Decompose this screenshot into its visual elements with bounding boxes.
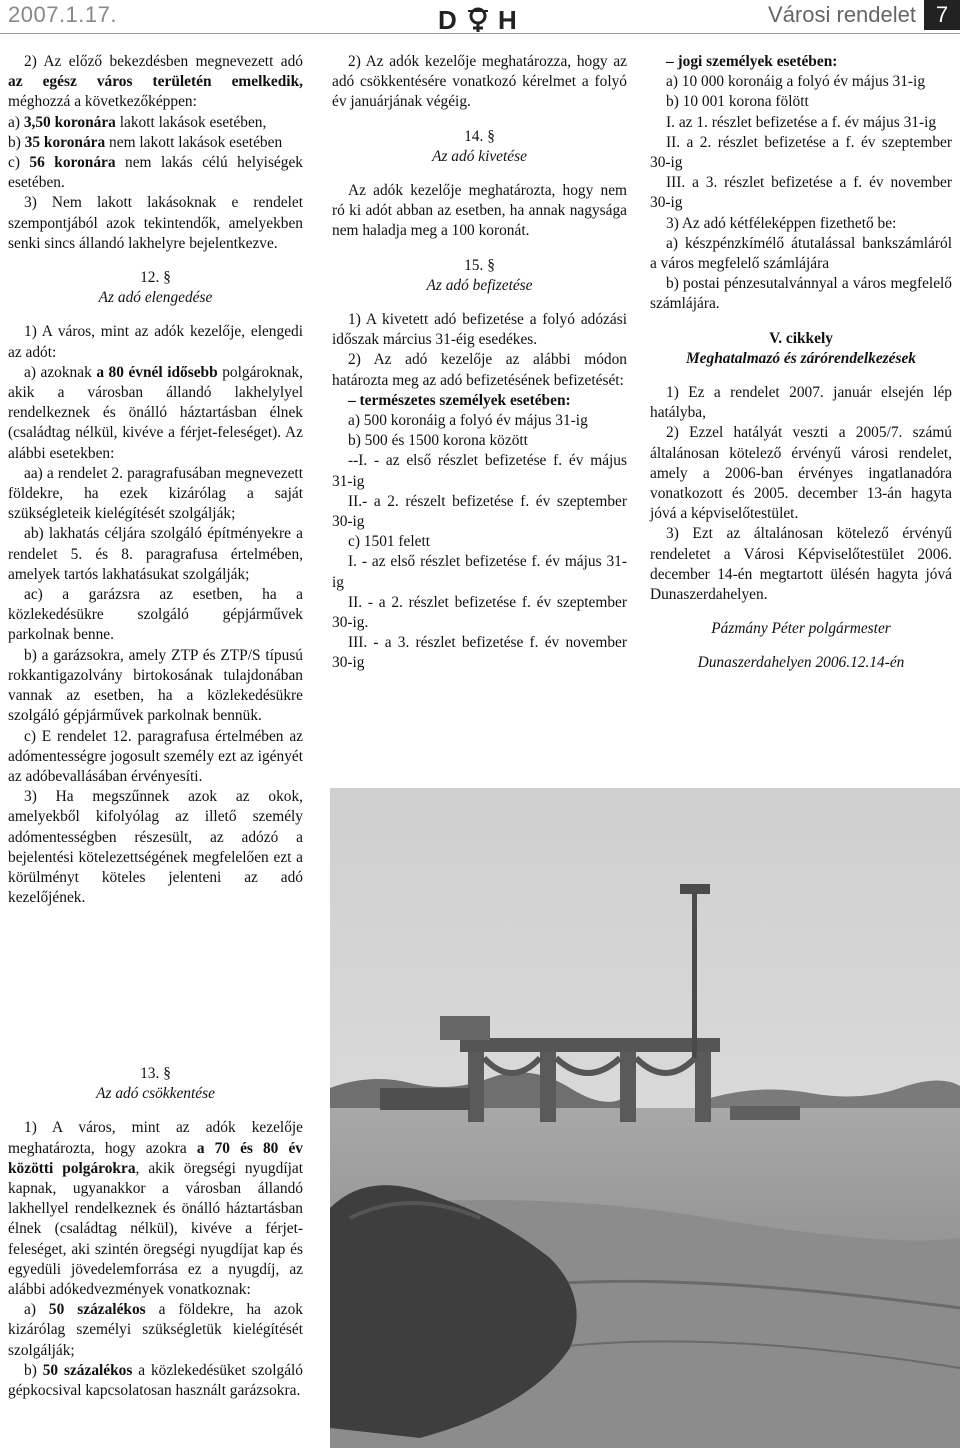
header-divider	[0, 33, 960, 34]
industrial-site-photo	[330, 788, 960, 1448]
paragraph: a) 10 000 koronáig a folyó év május 31-ig	[666, 73, 926, 91]
svg-text:H: H	[498, 5, 517, 34]
paragraph: – jogi személyek esetében:	[666, 53, 838, 70]
paragraph: III. - a 3. részlet befizetése f. év november 30-ig	[332, 634, 627, 672]
article-number: V. cikkely	[769, 329, 833, 347]
paragraph: 3) Nem lakott lakásoknak e rendelet szempontjából azok tekintendők, amelyekben senki sincs állandó lakhelyre bejelentkezve.	[8, 194, 303, 252]
paragraph: a) 3,50 koronára lakott lakások esetében,	[8, 113, 267, 131]
paragraph: I. az 1. részlet befizetése a f. év május 31-ig	[666, 113, 937, 131]
paragraph: b) 35 koronára nem lakott lakások esetében	[8, 133, 283, 151]
paragraph: II.- a 2. részelt befizetése f. év szeptember 30-ig	[332, 492, 627, 531]
paragraph: b) 50 százalékos a közlekedésüket szolgáló gépkocsival kapcsolatosan használt garázsokra.	[8, 1361, 303, 1400]
paragraph: a) 500 koronáig a folyó év május 31-ig	[348, 412, 588, 430]
paragraph: I. - az első részlet befizetése f. év május 31-ig	[332, 553, 627, 591]
section-number: 15. §	[464, 256, 495, 274]
signature: Pázmány Péter polgármester	[711, 620, 891, 638]
paragraph: b) 500 és 1500 korona között	[348, 432, 528, 450]
section-heading: Az adó elengedése	[98, 289, 213, 307]
paragraph: Az adók kezelője meghatározta, hogy nem ró ki adót abban az esetben, ha annak nagysága nem haladja meg a 100 koronát.	[332, 182, 627, 240]
newspaper-logo	[438, 4, 522, 34]
paragraph: c) 56 koronára nem lakás célú helyiségek esetében.	[8, 154, 303, 192]
photo-industrial-site-icon	[330, 788, 960, 1448]
paragraph: a) azoknak a 80 évnél idősebb polgároknak, akik a városban állandó lakhelylyel rendelkeznek és önálló háztartásban élnek (családtag nélkül, kivéve a férjet-feleséget). Az alábbi esetekben:	[8, 363, 303, 462]
article-heading: Meghatalmazó és zárórendelkezések	[686, 349, 916, 367]
paragraph: 3) Az adó kétféleképpen fizethető be:	[666, 214, 897, 232]
paragraph: 3) Ezt az általánosan kötelező érvényű rendeletet a Városi Képviselőtestület 2006. december 14-én megtartott ülésén hagyta jóvá Dunaszerdahelyen.	[650, 525, 952, 604]
paragraph: II. a 2. részlet befizetése a f. év szeptember 30-ig	[650, 133, 952, 172]
paragraph: ac) a garázsra az esetben, ha a közlekedésükre szolgáló gépjárművek parkolnak benne.	[8, 586, 303, 644]
column-1-continued	[8, 1064, 303, 1401]
section-heading: Az adó csökkentése	[96, 1085, 215, 1103]
column-1	[8, 52, 303, 908]
page-number: 7	[924, 0, 960, 30]
paragraph: a) készpénzkímélő átutalással bankszámláról a város megfelelő számlájára	[650, 234, 952, 273]
section-heading: Az adó kivetése	[432, 147, 527, 165]
paragraph: b) 10 001 korona fölött	[666, 93, 809, 111]
paragraph: 3) Ha megszűnnek azok az okok, amelyekből kifolyólag az illető személy adómentességben részesült, az adózó a bejelentési kötelezettségének megfelelően ezt a körülményt köteles jelenteni az adó kezelőjének.	[8, 788, 303, 907]
paragraph: III. a 3. részlet befizetése a f. év november 30-ig	[650, 174, 952, 212]
paragraph: II. - a 2. részlet befizetése f. év szeptember 30-ig.	[332, 593, 627, 632]
paragraph: b) a garázsokra, amely ZTP és ZTP/S típusú rokkantigazolvány birtokosának tulajdonában vannak az esetben, ha a közlekedésükre szolgáló gépjárművek parkolnak bennük.	[8, 646, 303, 725]
paragraph: 1) A város, mint az adók kezelője, elengedi az adót:	[8, 323, 303, 361]
issue-date: 2007.1.17.	[8, 2, 117, 27]
paragraph: 2) Ezzel hatályát veszti a 2005/7. számú általánosan kötelező érvényű városi rendelet, amely a 2006-ban érvényes ingatlanadóra vonatkozott és 2005. december 13-án hagyta jóvá a képviselőtestület.	[650, 424, 952, 523]
paragraph: b) postai pénzesutalvánnyal a város megfelelő számlájára.	[650, 275, 952, 313]
column-3	[650, 52, 952, 674]
paragraph: a) 50 százalékos a földekre, ha azok kizárólag személyi szükségletük kielégítését szolgálják;	[8, 1301, 303, 1359]
section-number: 12. §	[140, 269, 171, 287]
paragraph: --I. - az első részlet befizetése f. év május 31-ig	[332, 452, 627, 490]
svg-text:D: D	[438, 5, 457, 34]
section-number: 14. §	[464, 127, 495, 145]
place-date: Dunaszerdahelyen 2006.12.14-én	[697, 654, 905, 672]
paragraph: – természetes személyek esetében:	[348, 391, 571, 409]
paragraph: 2) Az adó kezelője az alábbi módon határozta meg az adó befizetésének befizetését:	[332, 351, 627, 389]
paragraph: 2) Az előző bekezdésben megnevezett adó az egész város területén emelkedik, méghozzá a következőképpen:	[8, 53, 303, 111]
paragraph: c) 1501 felett	[348, 533, 431, 551]
paragraph: 1) A kivetett adó befizetése a folyó adózási időszak március 31-éig esedékes.	[332, 311, 627, 349]
paragraph: 2) Az adók kezelője meghatározza, hogy az adó csökkentésére vonatkozó kérelmet a folyó év januárjának végéig.	[332, 53, 627, 111]
paragraph: aa) a rendelet 2. paragrafusában megnevezett földekre, ha ezek kizárólag a saját szükségleteik kielégítését szolgálják;	[8, 464, 303, 523]
section-number: 13. §	[140, 1065, 171, 1082]
section-heading: Az adó befizetése	[426, 276, 533, 294]
column-2	[332, 52, 627, 674]
paragraph: ab) lakhatás céljára szolgáló építményekre a rendelet 5. és 8. paragrafusa értelmében, amelyek tartós lakhatásukat szolgálják;	[8, 525, 303, 583]
paragraph: 1) Ez a rendelet 2007. január elsején lép hatályba,	[650, 384, 952, 422]
paragraph: 1) A város, mint az adók kezelője meghatározta, hogy azokra a 70 és 80 év közötti polgárokra, akik öregségi nyugdíjat kapnak, ugyanakkor a városban állandó lakhellyel rendelkeznek és önálló háztartásban élnek (családtag nélkül), kivéve a férjet-feleséget, aki szintén öregségi nyugdíjat kap és egyedüli jövedelemforrása ez a nyugdíj, az alábbi adókedvezmények vonatkoznak:	[8, 1119, 303, 1299]
section-title: Városi rendelet	[768, 2, 916, 27]
paragraph: c) E rendelet 12. paragrafusa értelmében az adómentességre jogosult személy ezt az igényét az adóbevallásában érvényesíti.	[8, 727, 303, 785]
